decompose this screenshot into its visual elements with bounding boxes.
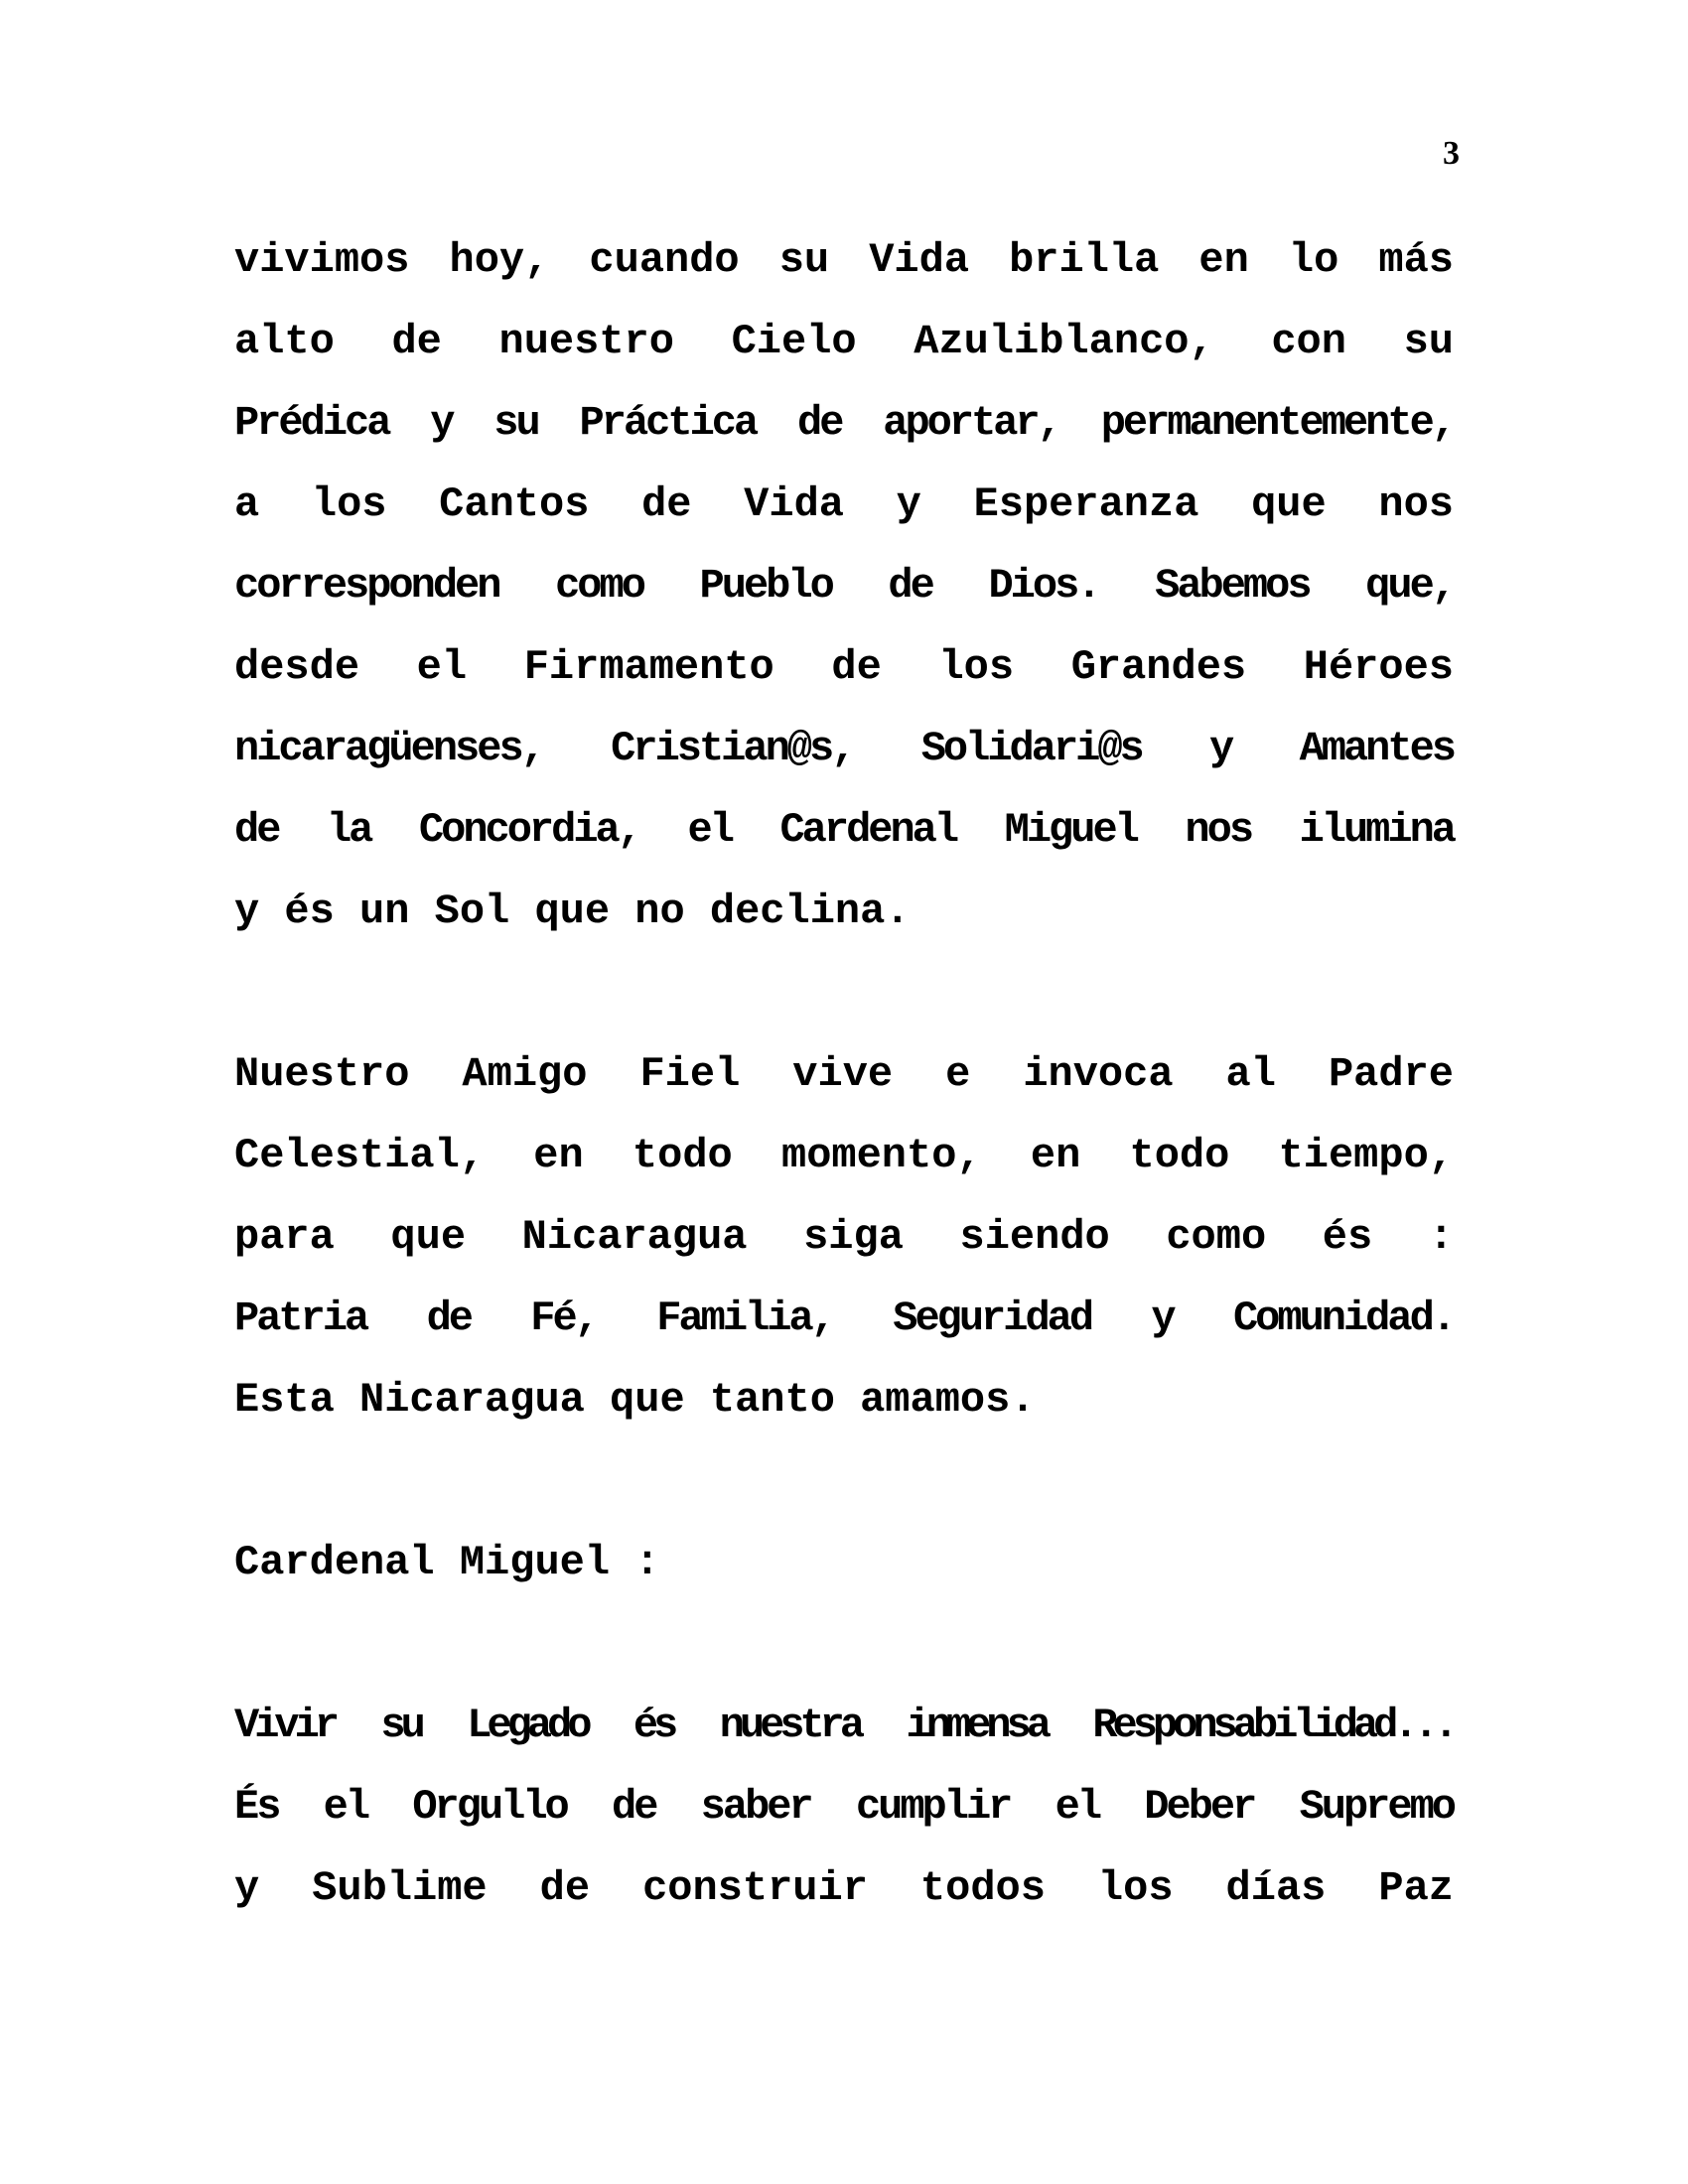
text-line: y Sublime de construir todos los días Paz	[234, 1864, 1454, 1912]
text-line: alto de nuestro Cielo Azuliblanco, con su	[234, 318, 1454, 365]
text-line: desde el Firmamento de los Grandes Héroes	[234, 643, 1454, 691]
page-number: 3	[1443, 135, 1460, 172]
text-line: de la Concordia, el Cardenal Miguel nos ilumina	[234, 806, 1454, 854]
text-line: corresponden como Pueblo de Dios. Sabemos que,	[234, 562, 1454, 610]
text-line: para que Nicaragua siga siendo como és :	[234, 1213, 1454, 1261]
paragraph-2	[234, 1044, 1454, 1451]
text-line: vivimos hoy, cuando su Vida brilla en lo más	[234, 236, 1454, 284]
paragraph-gap	[234, 963, 1454, 1044]
text-line: Vivir su Legado és nuestra inmensa Responsabilidad...	[234, 1702, 1454, 1749]
text-line: Patria de Fé, Familia, Seguridad y Comunidad.	[234, 1295, 1454, 1342]
text-line: Nuestro Amigo Fiel vive e invoca al Padre	[234, 1050, 1454, 1098]
text-line: y és un Sol que no declina.	[234, 887, 911, 935]
text-line: Esta Nicaragua que tanto amamos.	[234, 1376, 1036, 1424]
text-line: Prédica y su Práctica de aportar, permanentemente,	[234, 399, 1454, 447]
section-heading: Cardenal Miguel :	[234, 1539, 660, 1586]
text-line: nicaragüenses, Cristian@s, Solidari@s y Amantes	[234, 725, 1454, 772]
text-line: Celestial, en todo momento, en todo tiempo,	[234, 1132, 1454, 1179]
document-body	[234, 230, 1454, 1940]
paragraph-gap	[234, 1451, 1454, 1533]
paragraph-4	[234, 1696, 1454, 1940]
text-line: a los Cantos de Vida y Esperanza que nos	[234, 480, 1454, 528]
text-line: És el Orgullo de saber cumplir el Deber Supremo	[234, 1783, 1454, 1831]
paragraph-gap	[234, 1614, 1454, 1696]
paragraph-3-heading	[234, 1533, 1454, 1614]
paragraph-1	[234, 230, 1454, 963]
